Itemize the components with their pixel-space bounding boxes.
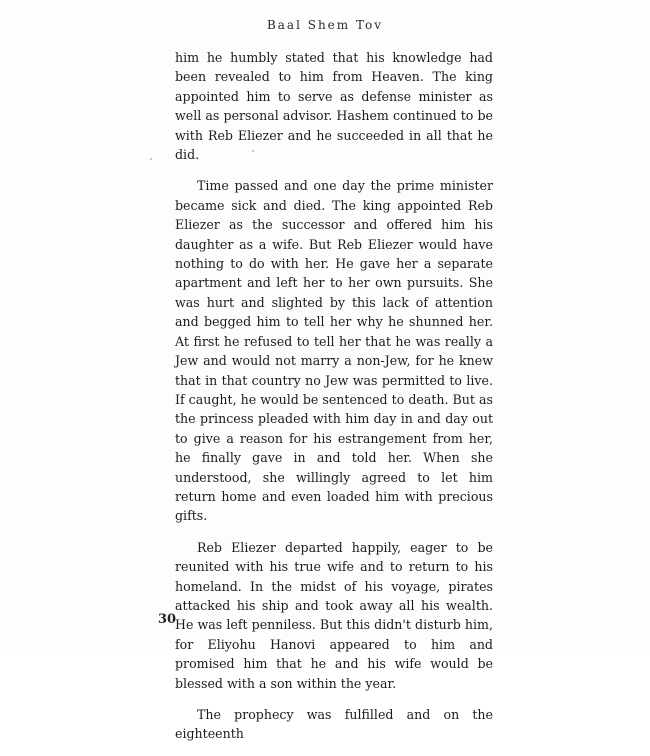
paragraph-prime-minister: Time passed and one day the prime minister became sick and died. The king appointed Reb Eliezer as the successor and offered him his daughter as a wife. But Reb Eliezer would have nothing to do with her. He gave her a separate apartment and left her to her own pursuits. She was hurt and slighted by this lack of attention and begged him to tell her why he shunned her. At first he refused to tell her that he was really a Jew and would not marry a non-Jew, for he knew that in that country no Jew was permitted to live. If caught, he would be sentenced to death. But as the princess pleaded with him day in and day out to give a reason for his estrangement from her, he finally gave in and told her. When she understood, she willingly agreed to let him return home and even loaded him with precious gifts.	[175, 178, 493, 524]
print-speck	[252, 150, 254, 152]
print-speck	[150, 158, 152, 160]
paragraph-continuation: him he humbly stated that his knowledge had been revealed to him from Heaven. The king appointed him to serve as defense minister as well as personal advisor. Hashem continued to be with Reb Eliezer and he succeeded in all that he did.	[175, 50, 493, 163]
page-number: 30	[158, 612, 177, 627]
running-head: Baal Shem Tov	[266, 18, 384, 32]
paragraph-departure: Reb Eliezer departed happily, eager to be reunited with his true wife and to return to his homeland. In the midst of his voyage, pirates attacked his ship and took away all his wealth. He was left penniless. But this didn't disturb him, for Eliyohu Hanovi appeared to him and promised him that he and his wife would be blessed with a son within the year.	[175, 539, 493, 691]
paragraph-prophecy: The prophecy was fulfilled and on the eighteenth	[175, 707, 493, 742]
